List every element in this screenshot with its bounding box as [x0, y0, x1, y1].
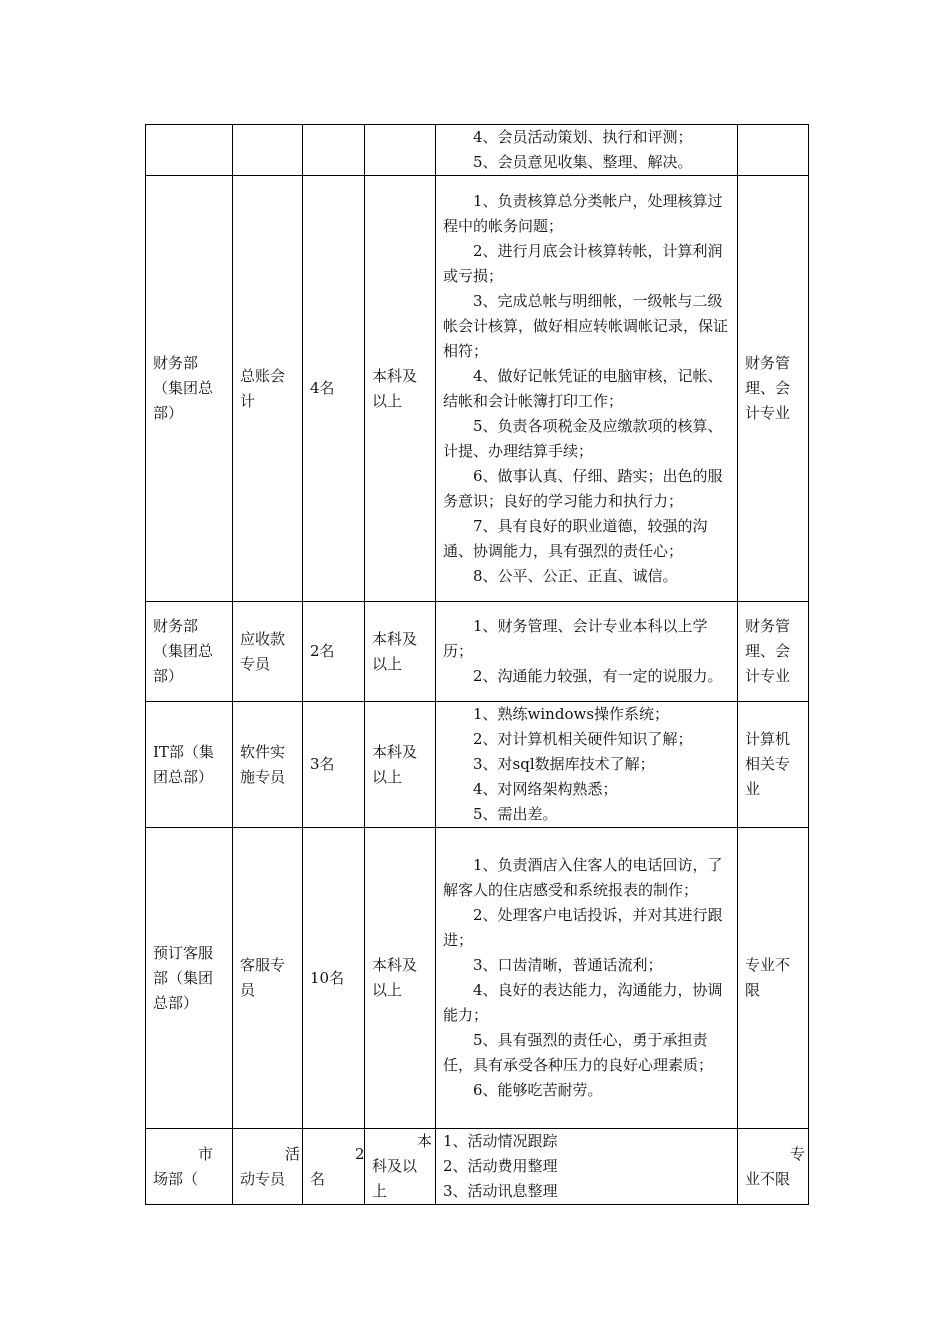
requirement-item: 2、活动费用整理 [443, 1157, 558, 1175]
count-cell [303, 125, 365, 176]
requirement-item: 6、能够吃苦耐劳。 [473, 1081, 603, 1099]
education-cell: 本科及以上 [365, 1129, 436, 1205]
requirement-item: 4、做好记帐凭证的电脑审核，记帐、结帐和会计帐簿打印工作； [443, 366, 723, 410]
requirement-item: 4、良好的表达能力，沟通能力，协调能力； [443, 981, 723, 1024]
education-cell: 本科及以上 [365, 602, 436, 702]
dept-cell: IT部（集团总部） [146, 702, 233, 828]
requirement-item: 5、负责各项税金及应缴款项的核算、计提、办理结算手续； [443, 416, 723, 460]
education-cell [365, 125, 436, 176]
requirement-item: 6、做事认真、仔细、踏实；出色的服务意识；良好的学习能力和执行力； [443, 466, 723, 510]
requirement-item: 3、完成总帐与明细帐，一级帐与二级帐会计核算，做好相应转帐调帐记录，保证相符； [443, 291, 729, 360]
table-row [146, 1129, 809, 1205]
education-cell: 本科及以上 [365, 176, 436, 602]
education-cell: 本科及以上 [365, 702, 436, 828]
count-cell: 2名 [303, 1129, 365, 1205]
requirement-item: 5、会员意见收集、整理、解决。 [473, 153, 693, 171]
table-row [146, 702, 809, 828]
requirement-item: 4、对网络架构熟悉； [473, 780, 618, 798]
table-row [146, 125, 809, 176]
dept-cell: 市场部（ [146, 1129, 233, 1205]
count-cell: 10名 [303, 828, 365, 1129]
requirement-item: 2、对计算机相关硬件知识了解； [473, 730, 693, 748]
requirement-item: 1、活动情况跟踪 [443, 1132, 558, 1150]
position-cell: 总账会计 [233, 176, 303, 602]
requirement-item: 8、公平、公正、正直、诚信。 [473, 566, 678, 585]
dept-cell: 预订客服部（集团总部） [146, 828, 233, 1129]
dept-cell: 财务部（集团总部） [146, 176, 233, 602]
requirement-item: 1、负责酒店入住客人的电话回访，了解客人的住店感受和系统报表的制作； [443, 856, 723, 899]
major-cell: 专业不限 [738, 1129, 809, 1205]
major-cell: 财务管理、会计专业 [738, 602, 809, 702]
requirement-item: 2、沟通能力较强，有一定的说服力。 [473, 667, 723, 685]
requirement-item: 7、具有良好的职业道德，较强的沟通、协调能力，具有强烈的责任心； [443, 516, 708, 560]
recruitment-table [145, 124, 809, 1205]
position-cell: 客服专员 [233, 828, 303, 1129]
count-cell: 4名 [303, 176, 365, 602]
requirement-item: 3、活动讯息整理 [443, 1182, 558, 1200]
position-cell: 活动专员 [233, 1129, 303, 1205]
requirement-item: 4、会员活动策划、执行和评测； [473, 128, 693, 146]
dept-cell [146, 125, 233, 176]
position-cell: 应收款专员 [233, 602, 303, 702]
major-cell: 计算机相关专业 [738, 702, 809, 828]
major-cell: 财务管理、会计专业 [738, 176, 809, 602]
requirement-item: 1、熟练windows操作系统； [473, 705, 670, 723]
table-row [146, 176, 809, 602]
requirement-item: 1、财务管理、会计专业本科以上学历； [443, 617, 708, 660]
table-row [146, 602, 809, 702]
table-row [146, 828, 809, 1129]
dept-cell: 财务部（集团总部） [146, 602, 233, 702]
requirements-cell [436, 176, 738, 602]
requirement-item: 2、处理客户电话投诉，并对其进行跟进； [443, 906, 723, 949]
requirement-item: 2、进行月底会计核算转帐，计算利润或亏损； [443, 241, 723, 285]
major-cell: 专业不限 [738, 828, 809, 1129]
requirement-item: 3、口齿清晰，普通话流利； [473, 956, 663, 974]
requirement-item: 5、具有强烈的责任心，勇于承担责任，具有承受各种压力的良好心理素质； [443, 1031, 714, 1074]
requirements-cell [436, 702, 738, 828]
requirement-item: 3、对sql数据库技术了解； [473, 755, 655, 773]
requirements-cell [436, 602, 738, 702]
requirement-item: 1、负责核算总分类帐户，处理核算过程中的帐务问题； [443, 191, 723, 235]
count-cell: 2名 [303, 602, 365, 702]
count-cell: 3名 [303, 702, 365, 828]
requirements-cell [436, 1129, 738, 1205]
major-cell [738, 125, 809, 176]
requirements-cell [436, 828, 738, 1129]
education-cell: 本科及以上 [365, 828, 436, 1129]
position-cell [233, 125, 303, 176]
requirement-item: 5、需出差。 [473, 805, 558, 823]
requirements-cell [436, 125, 738, 176]
position-cell: 软件实施专员 [233, 702, 303, 828]
